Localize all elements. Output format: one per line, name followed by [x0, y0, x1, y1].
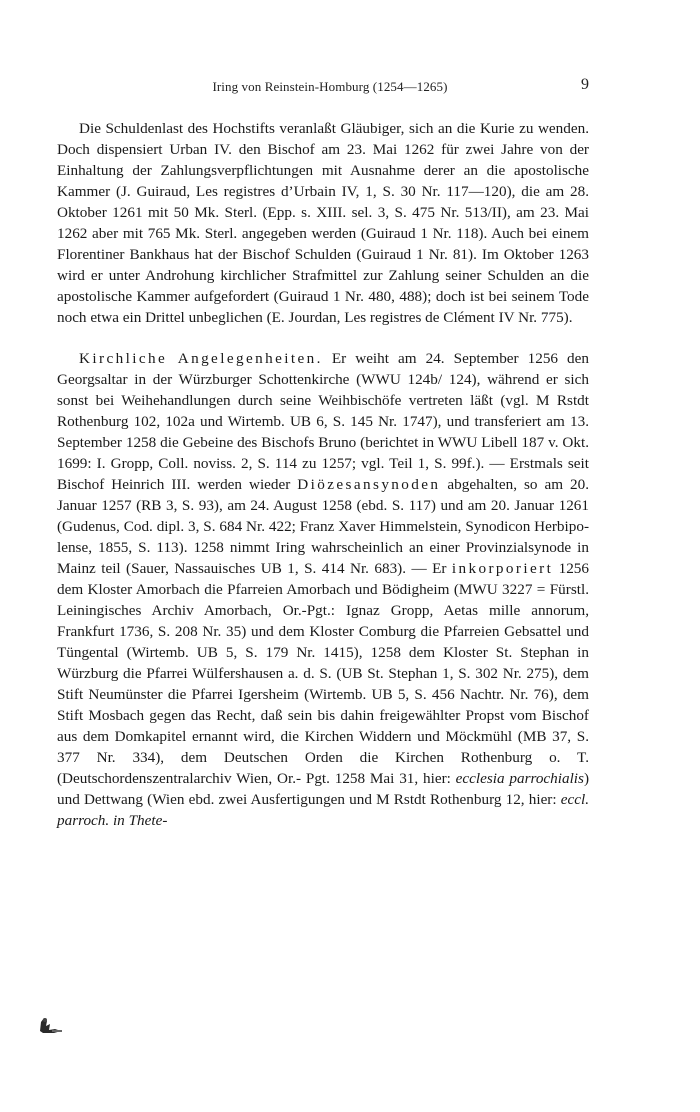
latin-quote: eccl. parroch. in Thete-: [57, 791, 589, 829]
text-run: abgehalten, so am 20. Januar 1257 (RB 3, S. 93), am 24. August 1258 (ebd. S. 117) und am 20. Januar 1261 (Gudenus, Cod. dipl. 3, S. 684 Nr. 422; Franz Xaver Himmelstein, Synodicon Herbipolense, 1855, S. 113). 1258 nimmt Iring wahrscheinlich an einer Provinzialsynode in Mainz teil (Sauer, Nassauisches UB 1, S. 414 Nr. 683). — Er: [57, 476, 589, 577]
body-text: [57, 118, 589, 831]
running-title: Iring von Reinstein-Homburg (1254—1265): [212, 79, 448, 94]
emphasized-term: Diözesansynoden: [297, 476, 441, 493]
page-number: 9: [581, 76, 589, 93]
ink-mark-icon: [37, 1013, 67, 1035]
latin-quote: ecclesia parrochialis: [455, 770, 584, 787]
emphasized-term: inkorporiert: [451, 560, 554, 577]
paragraph-church-affairs: [57, 348, 589, 831]
text-run: Er weiht am 24. September 1256 den Georgsaltar in der Würzburger Schottenkirche (WWU 124b/ 124), während er sich sonst bei Weihehandlungen durch seine Weihbischöfe vertreten läßt (vgl. M Rstdt Rothenburg 102, 102a und Wirtemb. UB 6, S. 145 Nr. 1747), und transferiert am 13. September 1258 die Gebeine des Bischofs Bruno (berichtet in WWU Libell 187 v. Okt. 1699: I. Gropp, Coll. noviss. 2, S. 114 zu 1257; vgl. Teil 1, S. 99f.). — Erstmals seit Bischof Heinrich III. werden wieder: [57, 350, 589, 493]
section-heading: Kirchliche Angelegenheiten.: [79, 350, 323, 367]
paragraph-debt: Die Schuldenlast des Hochstifts veranlaßt Gläubiger, sich an die Kurie zu wenden. Doch dispensiert Urban IV. den Bischof am 23. Mai 1262 für zwei Jahre von der Einhaltung der Zahlungsverpflichtungen mit Ausnahme derer an die apostolische Kammer (J. Guiraud, Les registres d’Urbain IV, 1, S. 30 Nr. 117—120), die am 28. Oktober 1261 mit 50 Mk. Sterl. (Epp. s. XIII. sel. 3, S. 475 Nr. 513/II), am 23. Mai 1262 aber mit 765 Mk. Sterl. angegeben werden (Guiraud 1 Nr. 118). Auch bei einem Florentiner Bankhaus hat der Bischof Schulden (Guiraud 1 Nr. 81). Im Oktober 1263 wird er unter Androhung kirchlicher Strafmittel zur Zahlung seiner Schulden an die apostolische Kammer aufgefordert (Guiraud 1 Nr. 480, 488); doch ist bei seinem Tode noch etwa ein Drittel unbeglichen (E. Jourdan, Les registres de Clément IV Nr. 775).: [57, 120, 589, 326]
text-run: 1256 dem Kloster Amorbach die Pfarreien Amorbach und Bödigheim (MWU 3227 = Fürstl. Leiningisches Archiv Amorbach, Or.-Pgt.: Ignaz Gropp, Aetas mille annorum, Frankfurt 1736, S. 208 Nr. 35) und dem Kloster Comburg die Pfarreien Gebsattel und Tüngental (Wirtemb. UB 5, S. 179 Nr. 1415), 1258 dem Kloster St. Stephan in Würzburg die Pfarrei Wülfershausen a. d. S. (UB St. Stephan 1, S. 302 Nr. 275), dem Stift Neumünster die Pfarrei Igersheim (Wirtemb. UB 5, S. 456 Nachtr. Nr. 76), dem Stift Mosbach gegen das Recht, daß sein bis dahin freigewählter Propst vom Bischof aus dem Domkapitel ernannt wird, die Kirchen Widdern und Möckmühl (MB 37, S. 377 Nr. 334), dem Deutschen Orden die Kirchen Rothenburg o. T. (Deutschordenszentralarchiv Wien, Or.- Pgt. 1258 Mai 31, hier:: [57, 560, 589, 787]
text-run: ) und Dettwang (Wien ebd. zwei Ausfertigungen und M Rstdt Rothenburg 12, hier:: [57, 770, 589, 808]
